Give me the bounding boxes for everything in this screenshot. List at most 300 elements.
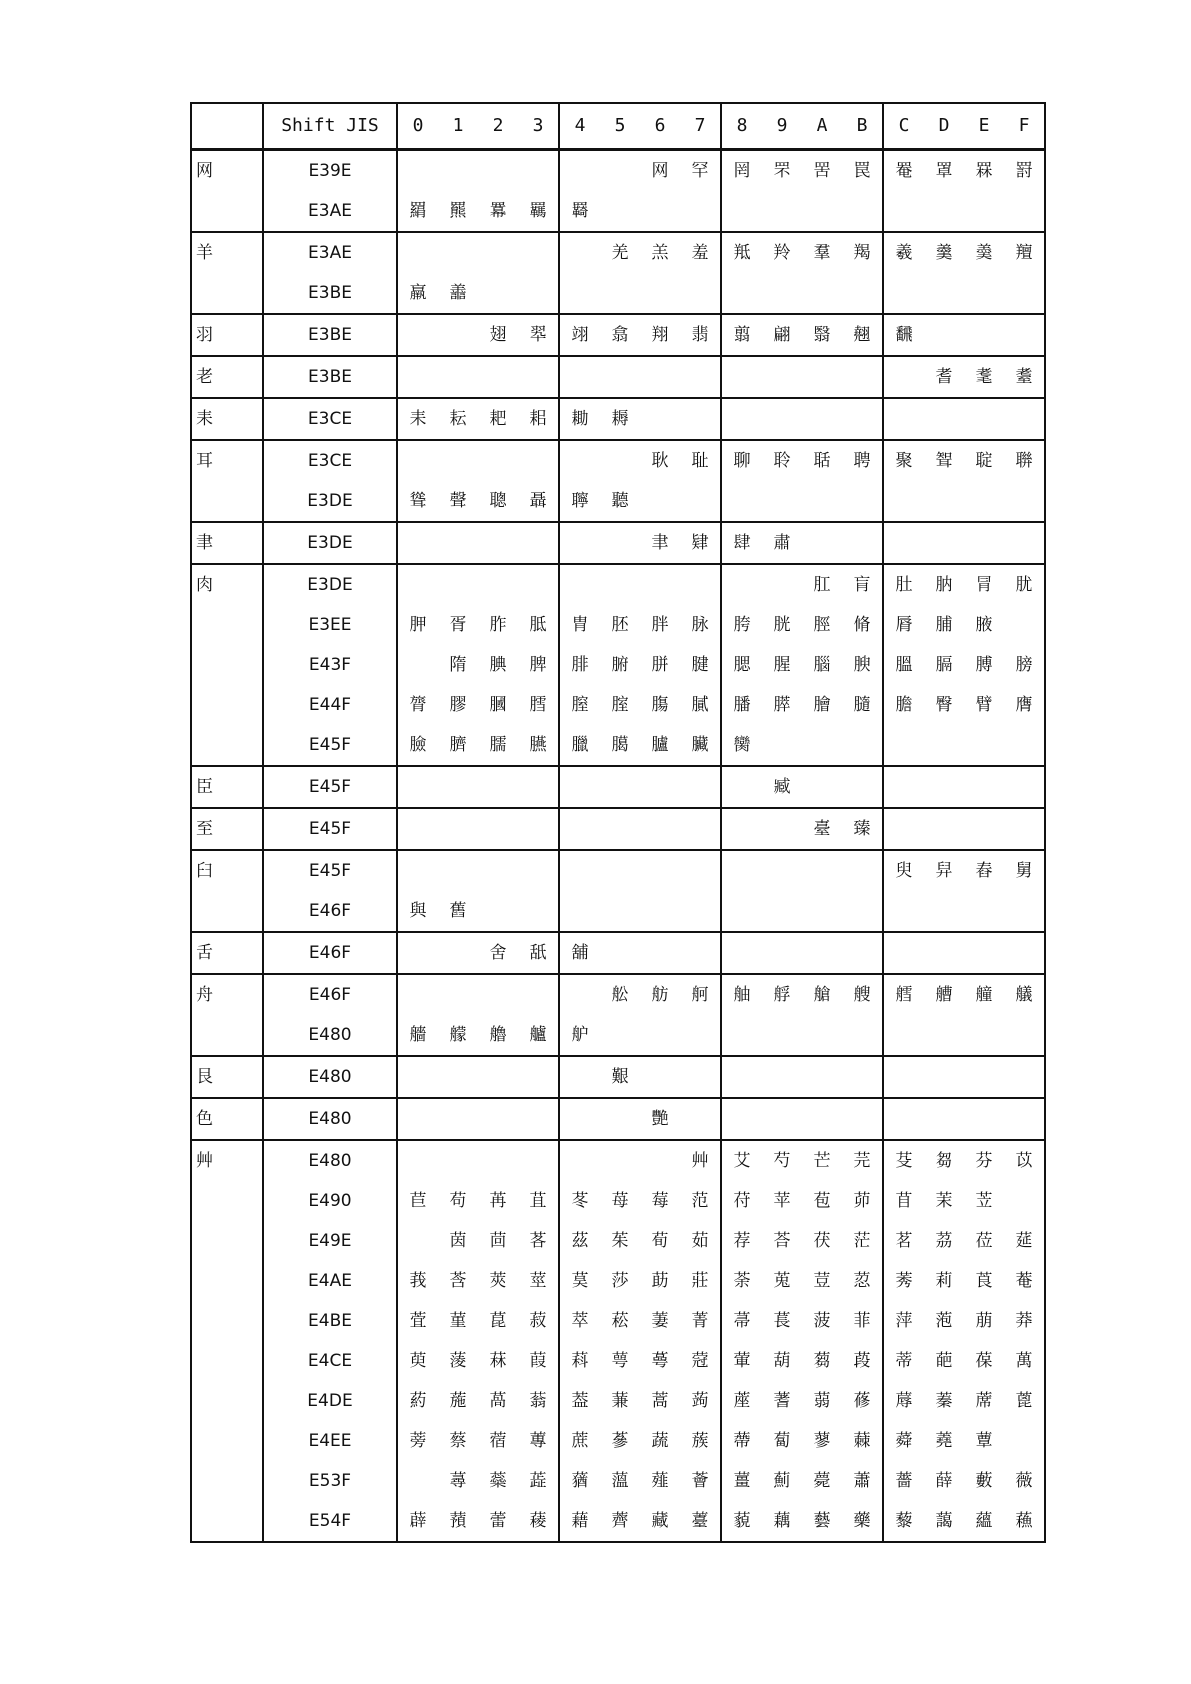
kanji-cell: 薊 [773, 1471, 791, 1491]
kanji-cell: 芫 [842, 1140, 883, 1181]
kanji-cell: 舊 [449, 901, 467, 921]
kanji-cell: 藜 [895, 1511, 913, 1531]
kanji-cell: 艟 [964, 974, 1004, 1015]
kanji-cell: 聶 [518, 481, 559, 522]
kanji-cell [600, 850, 640, 891]
kanji-cell: 菁 [680, 1301, 721, 1341]
kanji-cell: 肭 [924, 564, 964, 605]
kanji-cell [762, 932, 802, 974]
kanji-cell: 葮 [842, 1341, 883, 1381]
table-row [191, 1501, 1045, 1542]
shift-jis-code-cell: E3DE [263, 522, 397, 564]
table-row [191, 725, 1045, 766]
kanji-cell: 茱 [611, 1231, 629, 1251]
kanji-cell: 蒹 [611, 1391, 629, 1411]
kanji-cell: 聒 [802, 440, 842, 481]
kanji-cell: 蓚 [842, 1381, 883, 1421]
column-header-5: 5 [600, 103, 640, 150]
table-row [191, 850, 1045, 891]
kanji-cell: 蒂 [895, 1351, 913, 1371]
column-header-7: 7 [680, 103, 721, 150]
kanji-cell: 膊 [975, 655, 993, 675]
kanji-cell [802, 356, 842, 398]
kanji-cell [680, 356, 721, 398]
kanji-cell [478, 150, 518, 192]
kanji-cell [640, 891, 680, 932]
kanji-cell [518, 766, 559, 808]
kanji-cell [518, 974, 559, 1015]
kanji-cell: 譱 [449, 283, 467, 303]
kanji-cell [438, 974, 478, 1015]
kanji-cell: 艪 [489, 1025, 507, 1045]
shift-jis-code-cell: E46F [263, 932, 397, 974]
kanji-cell: 艨 [449, 1025, 467, 1045]
kanji-cell: 翹 [842, 314, 883, 356]
kanji-cell: 翆 [518, 314, 559, 356]
kanji-cell [964, 766, 1004, 808]
kanji-cell: 萇 [773, 1311, 791, 1331]
kanji-cell [600, 522, 640, 564]
kanji-cell: 荐 [733, 1231, 751, 1251]
kanji-cell: 耘 [438, 398, 478, 440]
kanji-cell: 罟 [802, 150, 842, 192]
kanji-cell [883, 1098, 924, 1140]
shift-jis-code-cell: E45F [263, 850, 397, 891]
kanji-cell: 罧 [964, 150, 1004, 192]
kanji-cell: 薺 [611, 1511, 629, 1531]
kanji-cell [762, 808, 802, 850]
kanji-cell [964, 1056, 1004, 1098]
kanji-cell: 飜 [883, 314, 924, 356]
kanji-cell [478, 974, 518, 1015]
table-row [191, 974, 1045, 1015]
kanji-cell [802, 191, 842, 232]
table-row [191, 232, 1045, 273]
kanji-cell [1004, 1098, 1045, 1140]
kanji-cell: 脯 [935, 615, 953, 635]
table-row [191, 481, 1045, 522]
kanji-cell: 聨 [1004, 440, 1045, 481]
kanji-cell [640, 808, 680, 850]
kanji-cell: 膓 [651, 695, 669, 715]
kanji-cell [964, 191, 1004, 232]
kanji-cell [1004, 1181, 1045, 1221]
kanji-cell [478, 356, 518, 398]
kanji-cell [559, 891, 600, 932]
kanji-cell: 聹 [571, 491, 589, 511]
kanji-cell: 羸 [409, 283, 427, 303]
kanji-cell [518, 564, 559, 605]
kanji-cell: 萃 [571, 1311, 589, 1331]
kanji-cell: 膰 [733, 695, 751, 715]
kanji-cell: 舐 [518, 932, 559, 974]
kanji-cell: 范 [680, 1181, 721, 1221]
kanji-cell: 聽 [611, 491, 629, 511]
table-row [191, 808, 1045, 850]
kanji-cell [397, 1461, 438, 1501]
kanji-cell [842, 481, 883, 522]
kanji-cell [883, 891, 924, 932]
kanji-cell: 莅 [975, 1231, 993, 1251]
kanji-cell: 脩 [842, 605, 883, 645]
kanji-cell [478, 273, 518, 314]
kanji-cell [680, 564, 721, 605]
kanji-cell: 莇 [651, 1271, 669, 1291]
kanji-cell: 臧 [762, 766, 802, 808]
kanji-cell [397, 314, 438, 356]
radical-cell: 臼 [191, 850, 263, 932]
kanji-cell [600, 273, 640, 314]
kanji-cell: 膀 [1015, 655, 1033, 675]
kanji-cell [721, 766, 762, 808]
kanji-cell: 脾 [518, 645, 559, 685]
kanji-cell: 萠 [975, 1311, 993, 1331]
table-row [191, 1381, 1045, 1421]
kanji-cell: 蔡 [449, 1431, 467, 1451]
kanji-cell: 藐 [733, 1511, 751, 1531]
kanji-cell: 荅 [773, 1231, 791, 1251]
kanji-cell [1004, 1015, 1045, 1056]
kanji-cell: 苺 [611, 1191, 629, 1211]
kanji-cell: 聰 [489, 491, 507, 511]
radical-cell: 耳 [191, 440, 263, 522]
shift-jis-code-cell: E4BE [263, 1301, 397, 1341]
kanji-cell [438, 314, 478, 356]
kanji-cell: 胼 [651, 655, 669, 675]
shift-jis-code-cell: E4DE [263, 1381, 397, 1421]
kanji-cell [842, 850, 883, 891]
kanji-cell: 荼 [733, 1271, 751, 1291]
kanji-cell: 臘 [571, 735, 589, 755]
kanji-cell: 蔬 [651, 1431, 669, 1451]
kanji-cell [600, 191, 640, 232]
table-row [191, 1261, 1045, 1301]
kanji-cell: 苹 [773, 1191, 791, 1211]
kanji-cell [559, 522, 600, 564]
kanji-cell: 腴 [842, 645, 883, 685]
kanji-cell: 臚 [651, 735, 669, 755]
kanji-cell: 薹 [680, 1501, 721, 1542]
kanji-cell: 胙 [489, 615, 507, 635]
kanji-cell [559, 766, 600, 808]
kanji-cell: 蕁 [449, 1471, 467, 1491]
kanji-cell: 腑 [611, 655, 629, 675]
kanji-cell: 薈 [680, 1461, 721, 1501]
kanji-cell: 萸 [409, 1351, 427, 1371]
kanji-cell: 舂 [964, 850, 1004, 891]
kanji-cell: 罩 [924, 150, 964, 192]
kanji-cell: 艚 [924, 974, 964, 1015]
kanji-cell: 羯 [842, 232, 883, 273]
kanji-cell: 蒿 [651, 1391, 669, 1411]
shift-jis-code-cell: E3AE [263, 232, 397, 273]
kanji-cell [802, 273, 842, 314]
kanji-cell [397, 564, 438, 605]
kanji-cell [883, 481, 924, 522]
kanji-cell: 茆 [842, 1181, 883, 1221]
kanji-cell [883, 932, 924, 974]
kanji-cell: 蓐 [895, 1391, 913, 1411]
kanji-cell: 臉 [409, 735, 427, 755]
kanji-cell: 罠 [842, 150, 883, 192]
kanji-cell: 膠 [449, 695, 467, 715]
kanji-cell: 脣 [895, 615, 913, 635]
table-row [191, 1015, 1045, 1056]
kanji-cell: 萬 [1015, 1351, 1033, 1371]
kanji-cell [964, 481, 1004, 522]
kanji-cell [438, 850, 478, 891]
kanji-cell [762, 398, 802, 440]
kanji-cell [802, 1015, 842, 1056]
table-row [191, 1301, 1045, 1341]
kanji-cell: 臍 [449, 735, 467, 755]
kanji-cell: 舮 [571, 1025, 589, 1045]
kanji-cell [842, 725, 883, 766]
kanji-cell: 苳 [571, 1191, 589, 1211]
shift-jis-code-cell: E45F [263, 766, 397, 808]
kanji-cell: 聢 [964, 440, 1004, 481]
kanji-cell: 蕕 [571, 1471, 589, 1491]
table-row [191, 1056, 1045, 1098]
kanji-cell: 蕷 [449, 1511, 467, 1531]
kanji-cell: 腮 [733, 655, 751, 675]
shift-jis-code-cell: E3CE [263, 440, 397, 481]
kanji-cell [397, 440, 438, 481]
kanji-cell [842, 891, 883, 932]
kanji-cell [559, 850, 600, 891]
kanji-cell [559, 440, 600, 481]
kanji-cell [559, 1056, 600, 1098]
kanji-cell: 薜 [409, 1511, 427, 1531]
kanji-cell: 蓙 [733, 1391, 751, 1411]
kanji-cell [762, 1098, 802, 1140]
kanji-cell [680, 481, 721, 522]
column-header-9: 9 [762, 103, 802, 150]
kanji-cell [883, 766, 924, 808]
kanji-cell: 翡 [680, 314, 721, 356]
kanji-cell [397, 974, 438, 1015]
kanji-cell: 藏 [651, 1511, 669, 1531]
kanji-cell: 萼 [611, 1351, 629, 1371]
shift-jis-code-cell: E3DE [263, 481, 397, 522]
kanji-cell: 羶 [1004, 232, 1045, 273]
radical-cell: 耒 [191, 398, 263, 440]
kanji-cell: 翕 [600, 314, 640, 356]
kanji-cell: 艫 [518, 1015, 559, 1056]
kanji-cell [518, 1098, 559, 1140]
kanji-cell: 腓 [571, 655, 589, 675]
kanji-cell [559, 564, 600, 605]
shift-jis-code-cell: E480 [263, 1015, 397, 1056]
shift-jis-code-cell: E480 [263, 1098, 397, 1140]
kanji-cell: 茣 [571, 1271, 589, 1291]
kanji-cell [478, 808, 518, 850]
kanji-cell [721, 808, 762, 850]
kanji-cell [802, 932, 842, 974]
kanji-cell: 羝 [721, 232, 762, 273]
radical-column-header [191, 103, 263, 150]
kanji-cell: 薛 [935, 1471, 953, 1491]
table-row [191, 891, 1045, 932]
shift-jis-code-cell: E4EE [263, 1421, 397, 1461]
kanji-cell: 荳 [813, 1271, 831, 1291]
kanji-cell: 肅 [762, 522, 802, 564]
kanji-cell: 冐 [964, 564, 1004, 605]
kanji-cell [640, 481, 680, 522]
kanji-cell: 菎 [489, 1311, 507, 1331]
kanji-cell: 翦 [721, 314, 762, 356]
kanji-cell: 艤 [1004, 974, 1045, 1015]
shift-jis-code-cell: E3BE [263, 356, 397, 398]
kanji-cell: 薔 [895, 1471, 913, 1491]
kanji-cell [964, 1098, 1004, 1140]
kanji-cell: 翩 [762, 314, 802, 356]
kanji-cell [438, 1098, 478, 1140]
kanji-cell: 蓖 [1015, 1391, 1033, 1411]
kanji-cell: 胥 [449, 615, 467, 635]
kanji-cell: 荵 [842, 1261, 883, 1301]
kanji-cell: 薤 [651, 1471, 669, 1491]
kanji-cell: 葭 [518, 1341, 559, 1381]
kanji-cell [842, 932, 883, 974]
kanji-cell: 藹 [935, 1511, 953, 1531]
kanji-cell: 臑 [489, 735, 507, 755]
kanji-cell [478, 522, 518, 564]
table-row [191, 1421, 1045, 1461]
table-row [191, 273, 1045, 314]
kanji-cell [397, 1098, 438, 1140]
kanji-cell: 臻 [842, 808, 883, 850]
kanji-cell: 膤 [518, 685, 559, 725]
kanji-cell: 膕 [489, 695, 507, 715]
kanji-cell: 腱 [680, 645, 721, 685]
kanji-cell [397, 1140, 438, 1181]
kanji-cell: 舫 [640, 974, 680, 1015]
shift-jis-code-cell: E3CE [263, 398, 397, 440]
kanji-cell: 藕 [773, 1511, 791, 1531]
kanji-cell: 薨 [813, 1471, 831, 1491]
kanji-cell [600, 808, 640, 850]
kanji-cell: 膵 [773, 695, 791, 715]
shift-jis-code-cell: E3AE [263, 191, 397, 232]
kanji-cell [478, 564, 518, 605]
kanji-cell [438, 1140, 478, 1181]
shift-jis-code-cell: E3EE [263, 605, 397, 645]
kanji-cell [640, 1140, 680, 1181]
shift-jis-code-cell: E44F [263, 685, 397, 725]
column-header-a: A [802, 103, 842, 150]
kanji-cell: 耜 [518, 398, 559, 440]
kanji-cell: 蕈 [975, 1431, 993, 1451]
kanji-cell: 茯 [813, 1231, 831, 1251]
kanji-cell [680, 766, 721, 808]
kanji-cell: 葹 [449, 1391, 467, 1411]
kanji-cell: 膸 [842, 685, 883, 725]
kanji-cell: 胛 [409, 615, 427, 635]
kanji-cell: 荀 [651, 1231, 669, 1251]
kanji-cell [478, 1098, 518, 1140]
kanji-cell [721, 273, 762, 314]
kanji-cell: 茫 [842, 1221, 883, 1261]
kanji-cell [518, 356, 559, 398]
column-header-2: 2 [478, 103, 518, 150]
kanji-cell: 胝 [518, 605, 559, 645]
kanji-cell: 蔆 [449, 1351, 467, 1371]
kanji-cell: 膩 [680, 685, 721, 725]
kanji-cell: 膺 [1015, 695, 1033, 715]
kanji-cell [397, 232, 438, 273]
radical-cell: 舟 [191, 974, 263, 1056]
kanji-cell [842, 191, 883, 232]
table-row [191, 398, 1045, 440]
table-row [191, 605, 1045, 645]
kanji-cell [924, 1015, 964, 1056]
kanji-cell [438, 564, 478, 605]
kanji-cell [802, 522, 842, 564]
kanji-cell: 翊 [559, 314, 600, 356]
radical-cell: 老 [191, 356, 263, 398]
shift-jis-code-cell: E53F [263, 1461, 397, 1501]
table-header-row [191, 103, 1045, 150]
kanji-cell: 腋 [975, 615, 993, 635]
kanji-cell: 聟 [924, 440, 964, 481]
kanji-cell: 蔗 [571, 1431, 589, 1451]
kanji-cell: 艷 [640, 1098, 680, 1140]
kanji-cell [964, 398, 1004, 440]
kanji-cell [762, 273, 802, 314]
kanji-cell: 莨 [975, 1271, 993, 1291]
kanji-cell: 莢 [489, 1271, 507, 1291]
kanji-cell [964, 891, 1004, 932]
kanji-cell [1004, 522, 1045, 564]
kanji-cell: 蓿 [489, 1431, 507, 1451]
kanji-cell: 苟 [449, 1191, 467, 1211]
kanji-cell: 苴 [518, 1181, 559, 1221]
kanji-cell: 艀 [762, 974, 802, 1015]
kanji-cell: 臺 [802, 808, 842, 850]
kanji-cell [964, 725, 1004, 766]
column-header-d: D [924, 103, 964, 150]
shift-jis-code-cell: E46F [263, 974, 397, 1015]
kanji-cell [1004, 191, 1045, 232]
kanji-cell: 蘓 [1015, 1511, 1033, 1531]
kanji-cell: 菘 [611, 1311, 629, 1331]
kanji-cell: 菻 [489, 1351, 507, 1371]
kanji-cell: 网 [640, 150, 680, 192]
kanji-cell [600, 356, 640, 398]
kanji-cell: 莚 [1015, 1231, 1033, 1251]
kanji-cell [842, 766, 883, 808]
kanji-cell: 蔕 [733, 1431, 751, 1451]
kanji-cell [397, 932, 438, 974]
kanji-cell: 茴 [489, 1231, 507, 1251]
kanji-cell [842, 398, 883, 440]
kanji-cell [924, 1056, 964, 1098]
kanji-cell: 苒 [489, 1191, 507, 1211]
kanji-cell [397, 645, 438, 685]
kanji-cell: 聘 [842, 440, 883, 481]
kanji-cell: 菽 [518, 1301, 559, 1341]
kanji-cell [721, 891, 762, 932]
table-row [191, 440, 1045, 481]
kanji-cell [438, 522, 478, 564]
kanji-cell [762, 1015, 802, 1056]
kanji-cell [438, 440, 478, 481]
kanji-cell [559, 273, 600, 314]
kanji-cell [640, 564, 680, 605]
shift-jis-code-cell: E3DE [263, 564, 397, 605]
kanji-cell [842, 522, 883, 564]
